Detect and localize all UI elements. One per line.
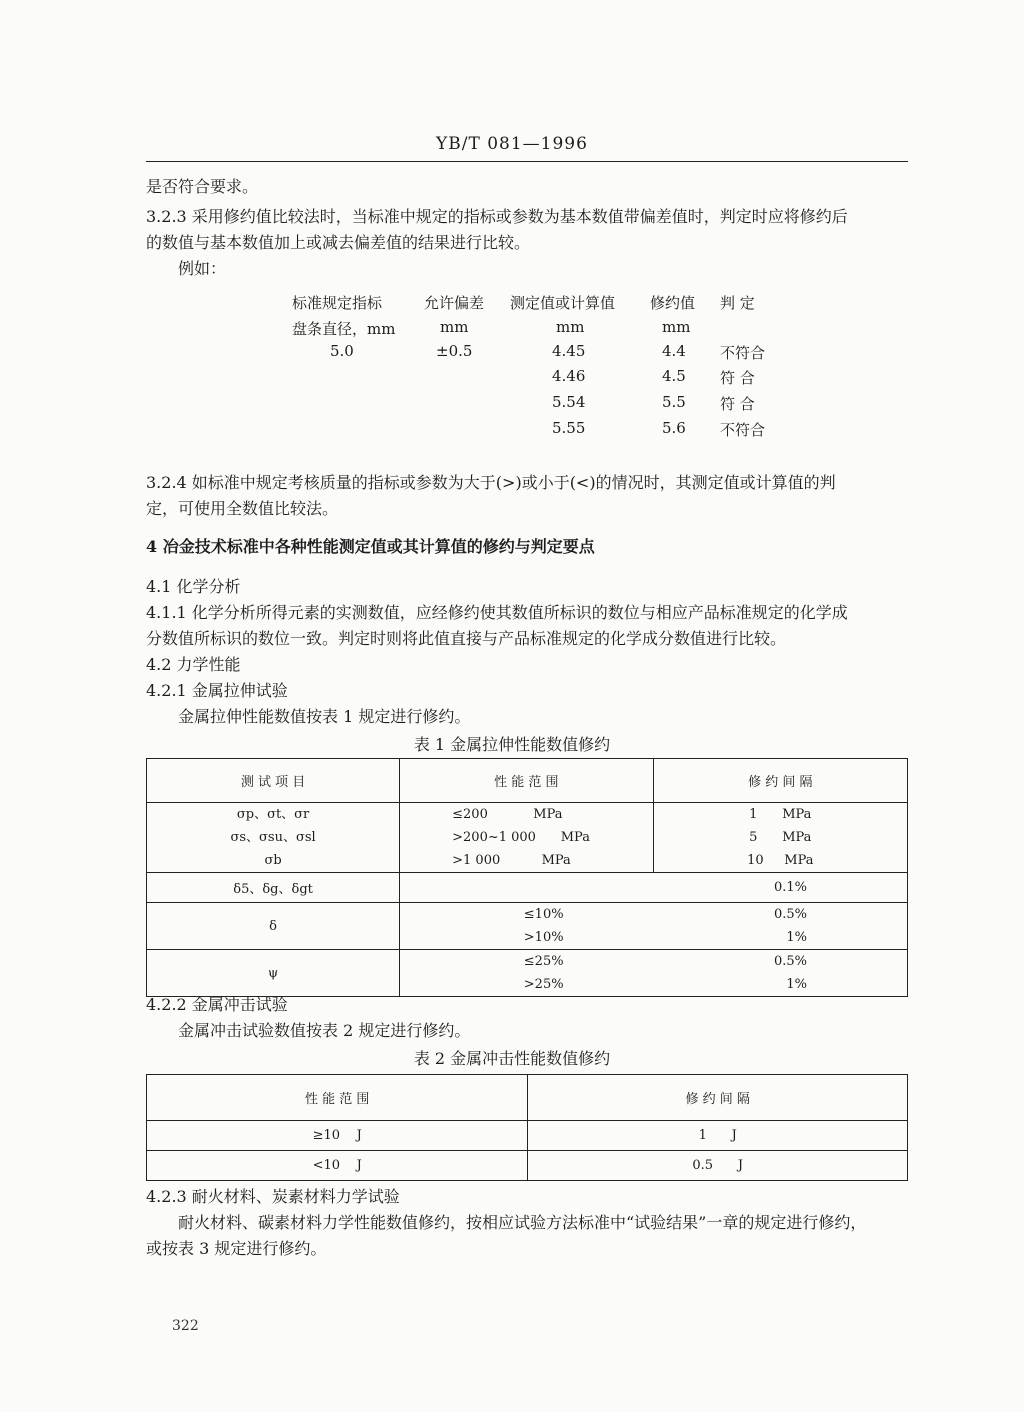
table-cell-interval: 0.5% xyxy=(773,954,808,969)
table-cell xyxy=(653,803,907,873)
table-cell-range: <10 J xyxy=(147,1151,528,1181)
example-rounded-value: 4.4 xyxy=(662,342,686,360)
example-measured-value: 5.55 xyxy=(552,419,586,437)
para-4-1-1-line2: 分数值所标识的数位一致。判定时则将此值直接与产品标准规定的化学成分数值进行比较。 xyxy=(146,629,787,648)
page-number: 322 xyxy=(172,1318,199,1334)
table-row xyxy=(147,1121,908,1151)
example-label: 例如： xyxy=(178,259,227,278)
para-3-2-3-line1: 3.2.3 采用修约值比较法时，当标准中规定的指标或参数为基本数值带偏差值时，判定时应将修约后 xyxy=(146,207,848,226)
example-verdict: 符 合 xyxy=(720,369,755,387)
table-row xyxy=(147,873,908,903)
example-unit-spec: 盘条直径，mm xyxy=(292,320,396,338)
table-cell: δ5、δg、δgt xyxy=(147,873,400,903)
table-cell: ψ xyxy=(147,950,400,997)
table-cell-interval: 1% xyxy=(786,930,808,945)
table-cell-interval: 1% xyxy=(786,977,808,992)
table-row xyxy=(147,803,908,873)
table-cell-interval: 1 J xyxy=(528,1121,908,1151)
row-line xyxy=(400,950,907,973)
example-rounded-value: 5.5 xyxy=(662,393,686,411)
table-cell-range: >1 000 MPa xyxy=(452,853,571,868)
table-cell-interval: 1 MPa xyxy=(749,807,812,822)
example-verdict: 符 合 xyxy=(720,395,755,413)
table-cell xyxy=(400,803,653,873)
table-cell-range: ≤200 MPa xyxy=(452,807,563,822)
example-header-tolerance: 允许偏差 xyxy=(424,294,485,312)
table-cell-interval: 0.1% xyxy=(400,873,908,903)
table-cell-item: σs、σsu、σsl xyxy=(230,830,316,845)
table-cell-interval: 10 MPa xyxy=(747,853,814,868)
table-header-cell: 修 约 间 隔 xyxy=(653,759,907,803)
table-cell-item: σb xyxy=(264,853,282,868)
table-header-cell: 修 约 间 隔 xyxy=(528,1075,908,1121)
table-header-cell: 性 能 范 围 xyxy=(400,759,653,803)
example-header-measured: 测定值或计算值 xyxy=(510,294,616,312)
example-verdict: 不符合 xyxy=(720,344,766,362)
section-4-2-heading: 4.2 力学性能 xyxy=(146,655,241,674)
table-cell xyxy=(400,950,908,997)
example-header-rounded: 修约值 xyxy=(650,294,696,312)
table-cell-interval: 0.5 J xyxy=(528,1151,908,1181)
table-cell-item: σp、σt、σr xyxy=(236,807,310,822)
section-4-heading: 4 冶金技术标准中各种性能测定值或其计算值的修约与判定要点 xyxy=(146,537,595,556)
example-measured-value: 5.54 xyxy=(552,393,586,411)
table-cell xyxy=(147,803,400,873)
example-tolerance-value: ±0.5 xyxy=(436,342,473,360)
table-cell-range: >25% xyxy=(523,977,564,992)
table-header-row xyxy=(147,1075,908,1121)
example-measured-value: 4.45 xyxy=(552,342,586,360)
table2 xyxy=(146,1074,908,1181)
table-cell-interval: 5 MPa xyxy=(749,830,812,845)
section-4-2-2-heading: 4.2.2 金属冲击试验 xyxy=(146,995,288,1014)
example-unit-measured: mm xyxy=(556,318,585,336)
table-header-cell: 测 试 项 目 xyxy=(147,759,400,803)
table-cell-range: ≥10 J xyxy=(147,1121,528,1151)
para-3-2-4-line1: 3.2.4 如标准中规定考核质量的指标或参数为大于(>)或小于(<)的情况时，其测定值或计算值的判 xyxy=(146,473,836,492)
para-3-2-4-line2: 定，可使用全数值比较法。 xyxy=(146,499,339,518)
document-code: YB/T 081—1996 xyxy=(436,134,588,154)
row-line xyxy=(400,903,907,926)
example-header-spec: 标准规定指标 xyxy=(292,294,383,312)
para-4-2-3-line2: 或按表 3 规定进行修约。 xyxy=(146,1239,327,1258)
section-4-1-heading: 4.1 化学分析 xyxy=(146,577,241,596)
example-spec-value: 5.0 xyxy=(330,342,354,360)
para-4-1-1-line1: 4.1.1 化学分析所得元素的实测数值，应经修约使其数值所标识的数位与相应产品标准规定的化学成 xyxy=(146,603,848,622)
table-row xyxy=(147,903,908,950)
table1-caption: 表 1 金属拉伸性能数值修约 xyxy=(413,735,611,754)
table-header-row xyxy=(147,759,908,803)
example-unit-tolerance: mm xyxy=(440,318,469,336)
table2-caption: 表 2 金属冲击性能数值修约 xyxy=(413,1049,611,1068)
example-verdict: 不符合 xyxy=(720,421,766,439)
table-cell-interval: 0.5% xyxy=(773,907,808,922)
table-cell: δ xyxy=(147,903,400,950)
example-rounded-value: 4.5 xyxy=(662,367,686,385)
table-cell xyxy=(400,903,908,950)
table-cell-range: >200~1 000 MPa xyxy=(452,830,590,845)
row-line xyxy=(400,973,907,996)
para-4-2-1: 金属拉伸性能数值按表 1 规定进行修约。 xyxy=(178,707,471,726)
continued-text: 是否符合要求。 xyxy=(146,177,259,196)
section-4-2-1-heading: 4.2.1 金属拉伸试验 xyxy=(146,681,288,700)
example-unit-rounded: mm xyxy=(662,318,691,336)
header-rule xyxy=(146,161,908,162)
table1 xyxy=(146,758,908,997)
table-row xyxy=(147,1151,908,1181)
section-4-2-3-heading: 4.2.3 耐火材料、炭素材料力学试验 xyxy=(146,1187,400,1206)
para-4-2-2: 金属冲击试验数值按表 2 规定进行修约。 xyxy=(178,1021,471,1040)
table-cell-range: ≤10% xyxy=(523,907,564,922)
table-cell-range: ≤25% xyxy=(523,954,564,969)
example-rounded-value: 5.6 xyxy=(662,419,686,437)
para-3-2-3-line2: 的数值与基本数值加上或减去偏差值的结果进行比较。 xyxy=(146,233,531,252)
example-measured-value: 4.46 xyxy=(552,367,586,385)
table-header-cell: 性 能 范 围 xyxy=(147,1075,528,1121)
row-line xyxy=(400,926,907,949)
table-cell-range: >10% xyxy=(523,930,564,945)
para-4-2-3-line1: 耐火材料、碳素材料力学性能数值修约，按相应试验方法标准中“试验结果”一章的规定进行修约， xyxy=(178,1213,867,1232)
example-header-verdict: 判 定 xyxy=(720,294,755,312)
